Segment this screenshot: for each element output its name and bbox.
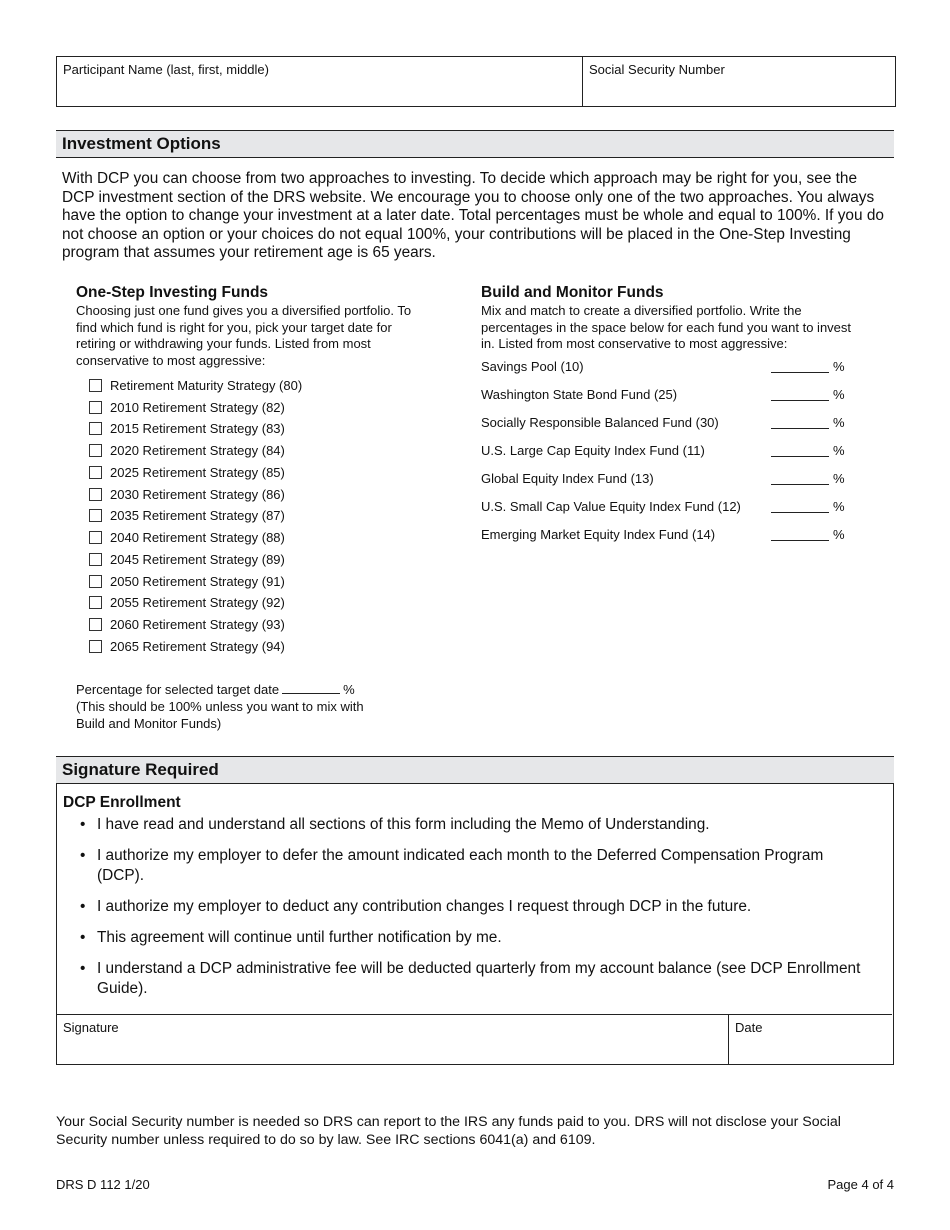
dcp-enrollment-title: DCP Enrollment [63,794,181,811]
signature-required-header [56,756,894,784]
target-date-note-line: (This should be 100% unless you want to mix with [76,699,364,714]
checkbox[interactable] [89,531,102,544]
fund-pct-input[interactable] [771,372,829,373]
fund-pct-input[interactable] [771,512,829,513]
percent-symbol: % [833,415,845,430]
bullet-point: • [80,847,86,864]
option-label: 2065 Retirement Strategy (94) [110,638,285,654]
fund-row [481,527,847,545]
bullet-point: • [80,816,86,833]
checkbox[interactable] [89,466,102,479]
fund-pct-input[interactable] [771,540,829,541]
one-step-option[interactable] [89,463,285,481]
participant-name-label: Participant Name (last, first, middle) [63,62,269,77]
bullet-text: I authorize my employer to defer the amount indicated each month to the Deferred Compensation Program (DCP). [97,847,824,884]
investment-options-header [56,130,894,158]
fund-name: Savings Pool (10) [481,359,584,374]
checkbox[interactable] [89,444,102,457]
fund-pct-input[interactable] [771,428,829,429]
checkbox[interactable] [89,618,102,631]
fund-name: U.S. Large Cap Equity Index Fund (11) [481,443,705,458]
fund-row [481,415,847,433]
percent-symbol: % [833,499,845,514]
one-step-option[interactable] [89,572,285,590]
checkbox[interactable] [89,575,102,588]
option-label: 2030 Retirement Strategy (86) [110,486,285,502]
participant-name-field[interactable] [56,56,583,107]
target-date-percentage [76,681,355,698]
ssn-disclosure-note: Your Social Security number is needed so DRS can report to the IRS any funds paid to you. DRS will not disclose your Social Security number unless required to do so by law. See IRC sections 6041(a) and 6109. [56,1114,841,1148]
fund-row [481,387,847,405]
option-label: 2020 Retirement Strategy (84) [110,442,285,458]
fund-name: U.S. Small Cap Value Equity Index Fund (12) [481,499,741,514]
ssn-field[interactable] [582,56,896,107]
target-date-pct-input[interactable] [282,681,340,694]
signature-field[interactable] [57,1015,728,1064]
fund-row [481,471,847,489]
checkbox[interactable] [89,509,102,522]
one-step-option[interactable] [89,441,285,459]
checkbox[interactable] [89,488,102,501]
one-step-option[interactable] [89,485,285,503]
target-date-pct-note [76,698,364,732]
fund-row [481,359,847,377]
fund-name: Washington State Bond Fund (25) [481,387,678,402]
investment-options-title: Investment Options [62,134,221,153]
option-label: 2060 Retirement Strategy (93) [110,616,285,632]
checkbox[interactable] [89,401,102,414]
one-step-option[interactable] [89,637,285,655]
one-step-option[interactable] [89,550,285,568]
form-id: DRS D 112 1/20 [56,1177,150,1192]
build-monitor-title: Build and Monitor Funds [481,284,664,301]
checkbox[interactable] [89,379,102,392]
option-label: 2040 Retirement Strategy (88) [110,529,285,545]
signature-label: Signature [63,1020,119,1035]
fund-name: Global Equity Index Fund (13) [481,471,654,486]
bullet-text: I have read and understand all sections of this form including the Memo of Understanding. [97,816,710,833]
fund-name: Socially Responsible Balanced Fund (30) [481,415,719,430]
checkbox[interactable] [89,596,102,609]
bullet-text: This agreement will continue until further notification by me. [97,929,502,946]
one-step-option[interactable] [89,376,302,394]
one-step-description: Choosing just one fund gives you a diversified portfolio. To find which fund is right for you, pick your target date for retiring or withdrawing your funds. Listed from most conservative to most aggressive: [76,303,412,368]
date-label: Date [735,1020,763,1035]
option-label: 2045 Retirement Strategy (89) [110,551,285,567]
bullet-point: • [80,929,86,946]
date-field[interactable] [728,1015,893,1064]
build-monitor-description: Mix and match to create a diversified portfolio. Write the percentages in the space below for each fund you want to invest in. Listed from most conservative to most aggressive: [481,303,852,351]
fund-pct-input[interactable] [771,400,829,401]
percent-symbol: % [833,359,845,374]
page-number: Page 4 of 4 [827,1177,894,1192]
bullet-text: I authorize my employer to deduct any contribution changes I request through DCP in the future. [97,898,752,915]
option-label: Retirement Maturity Strategy (80) [110,377,303,393]
percent-symbol: % [833,471,845,486]
fund-row [481,499,847,517]
bullet-point: • [80,960,86,977]
one-step-option[interactable] [89,528,285,546]
target-date-note-line: Build and Monitor Funds) [76,716,222,731]
fund-row [481,443,847,461]
fund-name: Emerging Market Equity Index Fund (14) [481,527,716,542]
percent-symbol: % [833,387,845,402]
checkbox[interactable] [89,422,102,435]
percent-symbol: % [833,527,845,542]
signature-required-title: Signature Required [62,760,219,779]
percent-symbol: % [343,682,355,697]
one-step-option[interactable] [89,398,285,416]
option-label: 2010 Retirement Strategy (82) [110,399,285,415]
option-label: 2050 Retirement Strategy (91) [110,573,285,589]
checkbox[interactable] [89,553,102,566]
one-step-title: One-Step Investing Funds [76,284,269,301]
signature-row [57,1014,892,1064]
one-step-option[interactable] [89,419,285,437]
option-label: 2025 Retirement Strategy (85) [110,464,285,480]
target-date-pct-label: Percentage for selected target date [76,682,280,697]
fund-pct-input[interactable] [771,456,829,457]
option-label: 2035 Retirement Strategy (87) [110,507,285,523]
one-step-option[interactable] [89,506,285,524]
ssn-label: Social Security Number [589,62,725,77]
one-step-option[interactable] [89,593,285,611]
checkbox[interactable] [89,640,102,653]
bullet-text: I understand a DCP administrative fee will be deducted quarterly from my account balance (see DCP Enrollment Guide). [97,960,861,997]
option-label: 2055 Retirement Strategy (92) [110,594,285,610]
bullet-point: • [80,898,86,915]
investment-intro: With DCP you can choose from two approaches to investing. To decide which approach may be right for you, see the DCP investment section of the DRS website. We encourage you to choose only one of the two approaches. You always have the option to change your investment at a later date. Total percentages must be whole and equal to 100%. If you do not choose an option or your choices do not equal 100%, your contributions will be placed in the One-Step Investing program that assumes your retirement age is 65 years. [62,170,884,261]
fund-pct-input[interactable] [771,484,829,485]
one-step-option[interactable] [89,615,285,633]
percent-symbol: % [833,443,845,458]
option-label: 2015 Retirement Strategy (83) [110,420,285,436]
